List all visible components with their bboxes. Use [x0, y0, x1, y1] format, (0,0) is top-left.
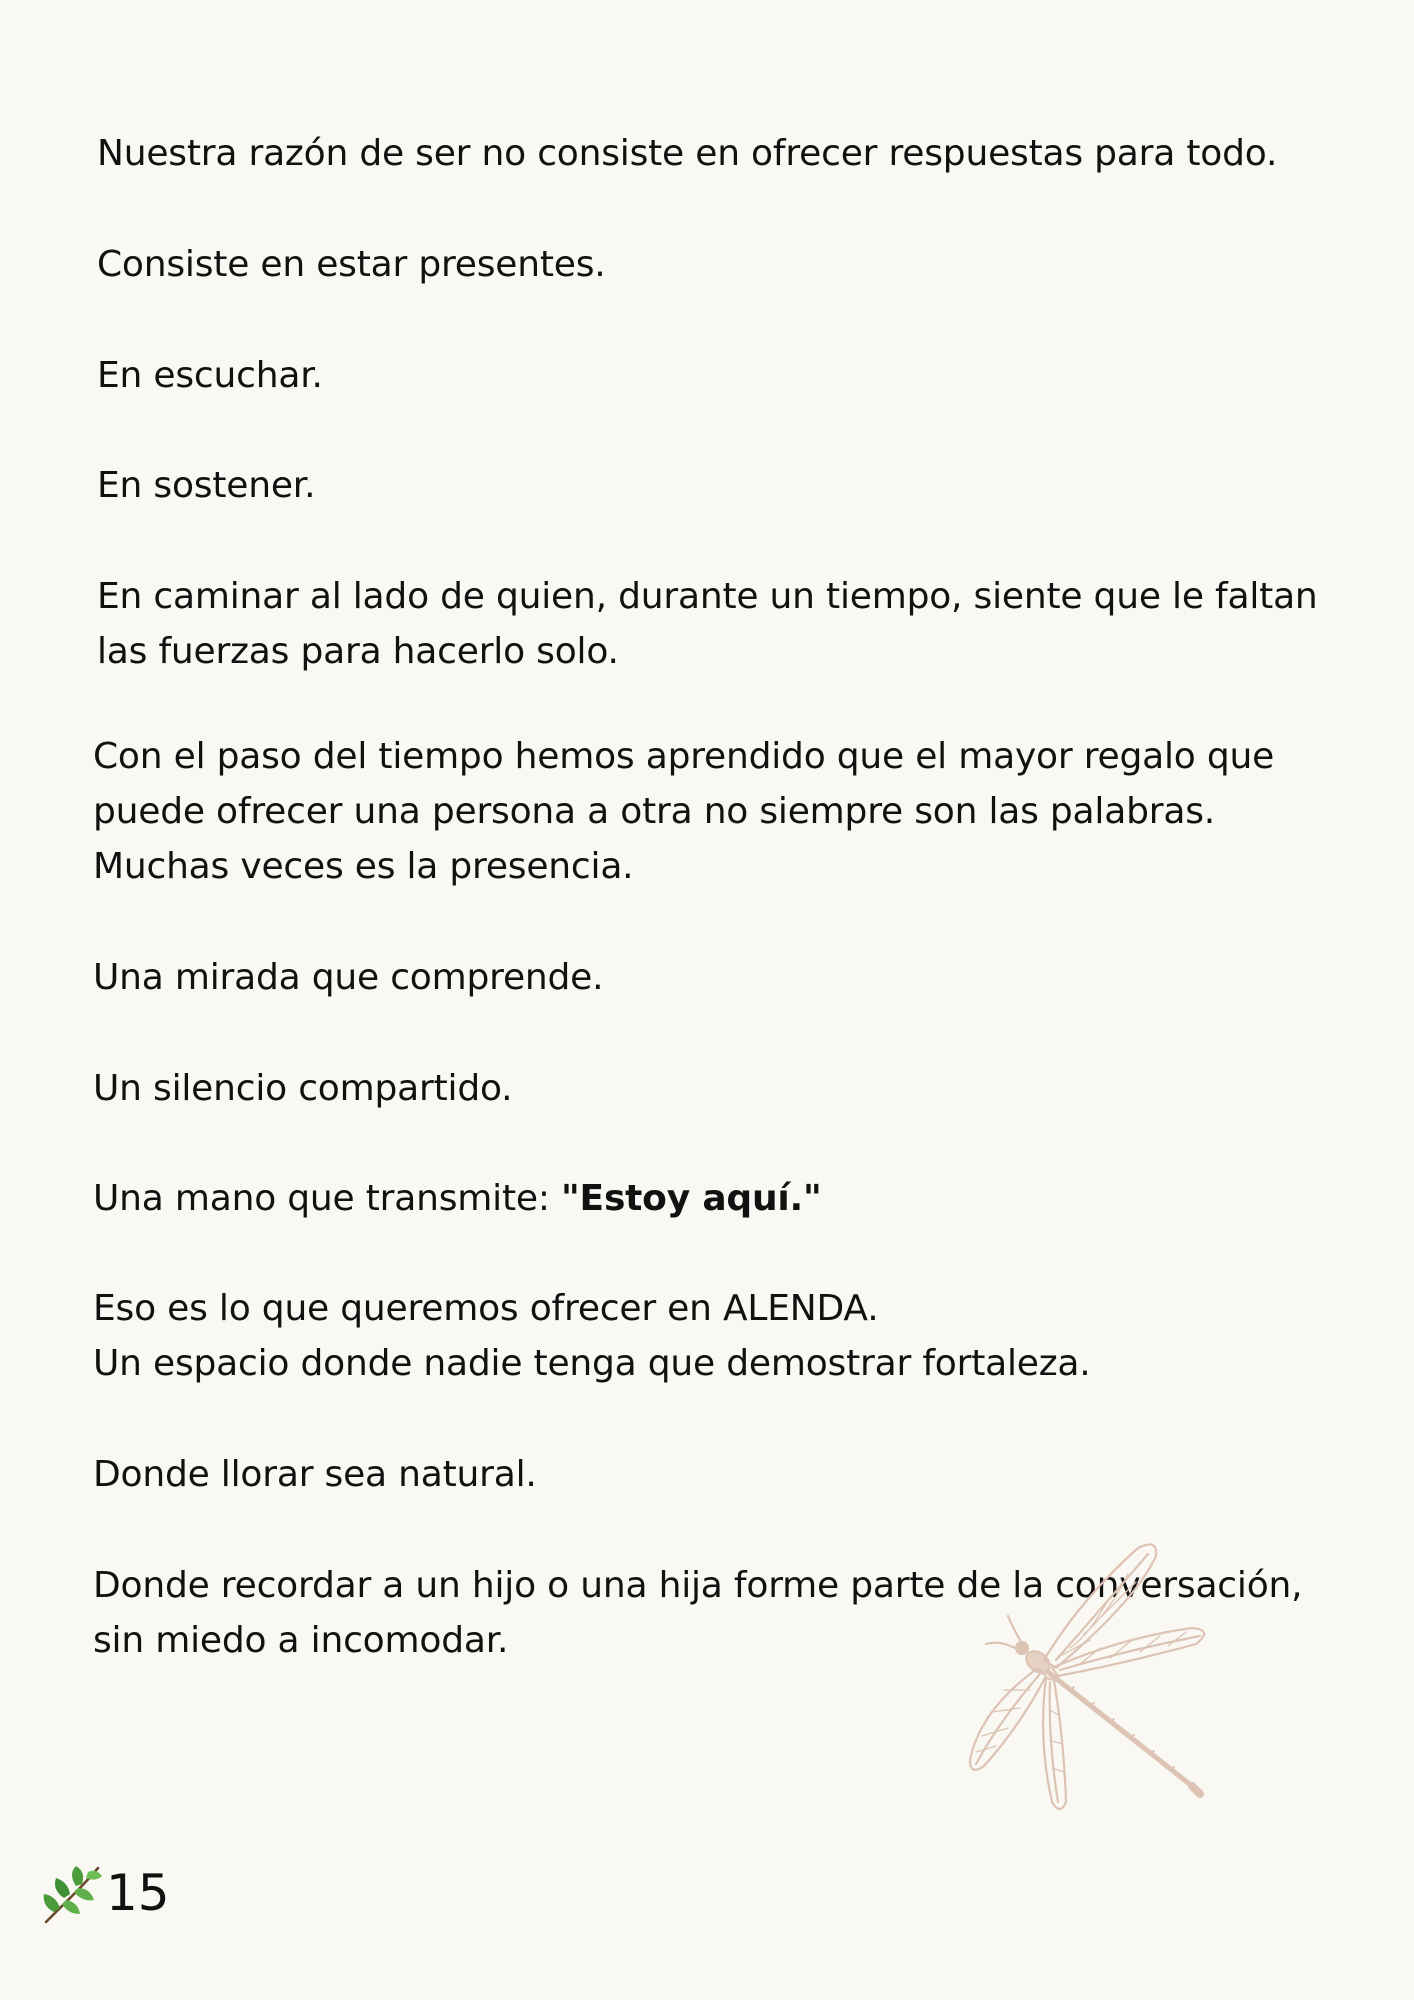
text-prefix: Una mano que transmite:: [93, 1178, 561, 1219]
text-line: En sostener.: [97, 465, 316, 506]
text-line: En caminar al lado de quien, durante un tiempo, siente que le faltan: [97, 576, 1318, 617]
paragraph-greatest-gift: [93, 729, 1274, 894]
text-line: Eso es lo que queremos ofrecer en ALENDA.: [93, 1288, 879, 1329]
text-line: Donde llorar sea natural.: [93, 1454, 537, 1495]
text-line: sin miedo a incomodar.: [93, 1620, 509, 1661]
paragraph-walk-alongside: [97, 569, 1318, 679]
page-number: 15: [106, 1864, 170, 1922]
herb-leaf-icon: [38, 1860, 104, 1926]
text-line: Consiste en estar presentes.: [97, 244, 606, 285]
paragraph-silence: [93, 1061, 512, 1116]
paragraph-listen: [97, 348, 323, 403]
paragraph-presence: [97, 237, 606, 292]
page-footer: [38, 1858, 170, 1928]
text-line: En escuchar.: [97, 355, 323, 396]
text-line: Con el paso del tiempo hemos aprendido que el mayor regalo que: [93, 736, 1275, 777]
text-line: Nuestra razón de ser no consiste en ofrecer respuestas para todo.: [97, 133, 1278, 174]
paragraph-purpose: [97, 126, 1277, 181]
text-line: Un espacio donde nadie tenga que demostrar fortaleza.: [93, 1343, 1091, 1384]
text-line: [93, 1171, 822, 1226]
text-line: Muchas veces es la presencia.: [93, 846, 634, 887]
paragraph-look: [93, 950, 603, 1005]
text-line: Una mirada que comprende.: [93, 957, 604, 998]
paragraph-sustain: [97, 458, 315, 513]
paragraph-hand: [93, 1171, 822, 1226]
bold-quote: "Estoy aquí.": [561, 1178, 822, 1219]
text-line: puede ofrecer una persona a otra no siempre son las palabras.: [93, 791, 1215, 832]
dragonfly-icon: [960, 1540, 1240, 1820]
text-line: Donde recordar a un hijo o una hija forme parte de la conversación,: [93, 1565, 1303, 1606]
paragraph-alenda: [93, 1281, 1091, 1391]
text-line: las fuerzas para hacerlo solo.: [97, 631, 619, 672]
text-line: Un silencio compartido.: [93, 1068, 513, 1109]
paragraph-cry: [93, 1447, 537, 1502]
